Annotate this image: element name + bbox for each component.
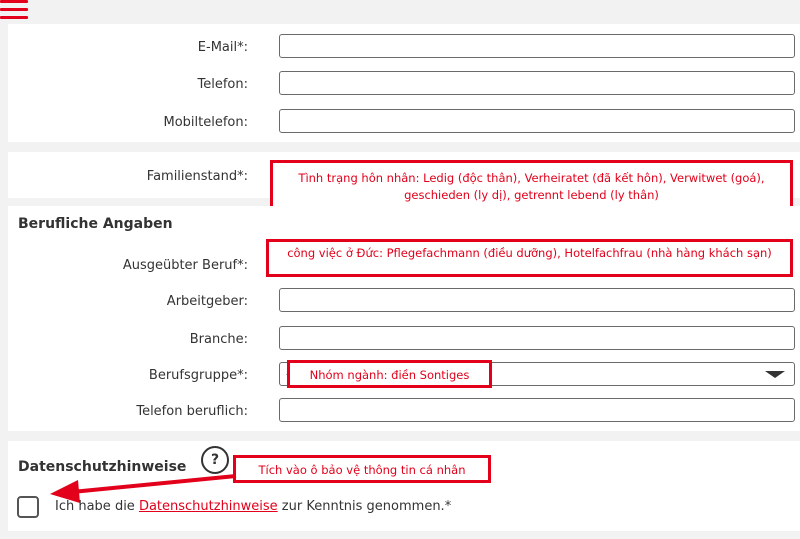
occupation-group-annotation: Nhóm ngành: điền Sontiges	[287, 360, 492, 388]
phone-label: Telefon:	[197, 77, 248, 92]
privacy-policy-link[interactable]: Datenschutzhinweise	[138, 499, 278, 514]
help-icon[interactable]: ?	[201, 446, 229, 474]
privacy-annotation: Tích vào ô bảo vệ thông tin cá nhân	[233, 455, 491, 483]
marital-status-label: Familienstand*:	[146, 169, 248, 184]
work-phone-label: Telefon beruflich:	[136, 404, 248, 419]
mobile-label: Mobiltelefon:	[163, 115, 248, 130]
occupation-group-label: Berufsgruppe*:	[148, 368, 248, 383]
privacy-consent-text: Ich habe die Datenschutzhinweise zur Kenntnis genommen.*	[55, 499, 452, 514]
industry-label: Branche:	[189, 332, 248, 347]
occupation-label: Ausgeübter Beruf*:	[122, 258, 248, 273]
email-label: E-Mail*:	[197, 40, 248, 55]
privacy-consent-checkbox[interactable]	[17, 496, 39, 518]
privacy-section-title: Datenschutzhinweise	[18, 459, 187, 475]
occupation-annotation: công việc ở Đức: Pflegefachmann (điều dưỡng), Hotelfachfrau (nhà hàng khách sạn)	[266, 239, 793, 277]
employer-label: Arbeitgeber:	[166, 294, 248, 309]
marital-status-annotation: Tình trạng hôn nhân: Ledig (độc thân), Verheiratet (đã kết hôn), Verwitwet (goá), geschieden (ly dị), getrennt lebend (ly thân)	[270, 160, 793, 212]
professional-section-title: Berufliche Angaben	[18, 216, 173, 232]
